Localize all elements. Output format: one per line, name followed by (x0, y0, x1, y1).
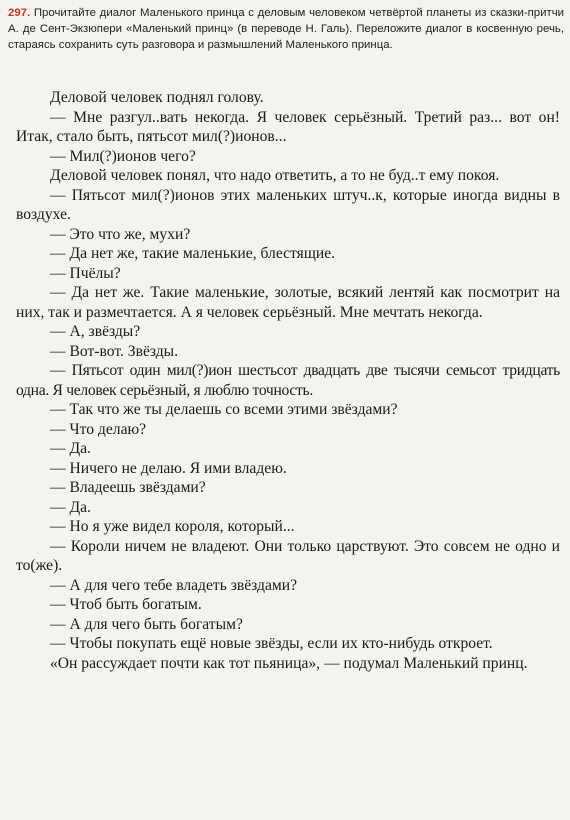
dialog-line: — Вот-вот. Звёзды. (50, 342, 179, 360)
dialog-line: — Но я уже видел короля, который... (50, 518, 295, 535)
dialog-line: — Да. (50, 440, 91, 457)
dialog-line: — Короли ничем не владеют. Они только царствуют. Это совсем не одно и то(же). (16, 537, 560, 574)
dialog-line: — Чтоб быть богатым. (50, 596, 202, 613)
dialog-line: «Он рассуждает почти как тот пьяница», — подумал Маленький принц. (50, 654, 528, 672)
dialog-line: — Да нет же. Такие маленькие, золотые, всякий лентяй как посмотрит на них, так и размечтается. А я человек серьёзный. Мне мечтать некогда. (16, 284, 560, 321)
dialog-line: — Да нет же, такие маленькие, блестящие. (50, 245, 336, 262)
dialog-line: — Так что же ты делаешь со всеми этими звёздами? (50, 401, 398, 418)
dialog-line: — Это что же, мухи? (50, 225, 191, 243)
dialog-line: — Мил(?)ионов чего? (50, 147, 196, 165)
dialog-line: — Что делаю? (50, 420, 147, 438)
dialog-line: — Чтобы покупать ещё новые звёзды, если их кто-нибудь откроет. (50, 635, 493, 652)
dialog-line: — Да. (50, 498, 91, 516)
dialog-line: — Пятьсот один мил(?)ион шестьсот двадцать две тысячи семьсот тридцать одна. Я человек серьёзный, я люблю точность. (16, 362, 560, 399)
dialog-line: — Пчёлы? (50, 264, 121, 282)
dialog-line: — А для чего тебе владеть звёздами? (50, 576, 298, 594)
task-number: 297. (8, 7, 31, 19)
dialog-line: — Владеешь звёздами? (50, 479, 206, 496)
dialog-line: — Пятьсот мил(?)ионов этих маленьких штуч..к, которые иногда видны в воздухе. (16, 186, 560, 223)
dialog-line: — Ничего не делаю. Я ими владею. (50, 459, 287, 477)
dialog-line: — А, звёзды? (50, 323, 141, 340)
dialog-line: — Мне разгул..вать некогда. Я человек серьёзный. Третий раз... вот он! Итак, стало быть, пятьсот мил(?)ионов... (16, 108, 560, 145)
task-instruction (8, 5, 564, 53)
task-text: Прочитайте диалог Маленького принца с деловым человеком четвёртой планеты из сказки-притчи А. де Сент-Экзюпери «Маленький принц» (в переводе Н. Галь). Переложите диалог в косвенную речь, стараясь сохранить суть разговора и размышлений Маленького принца. (8, 7, 564, 51)
dialog-line: Деловой человек понял, что надо ответить, а то не буд..т ему покоя. (50, 167, 500, 184)
dialog-text (16, 88, 560, 673)
dialog-line: Деловой человек поднял голову. (50, 89, 264, 106)
dialog-line: — А для чего быть богатым? (50, 615, 243, 633)
